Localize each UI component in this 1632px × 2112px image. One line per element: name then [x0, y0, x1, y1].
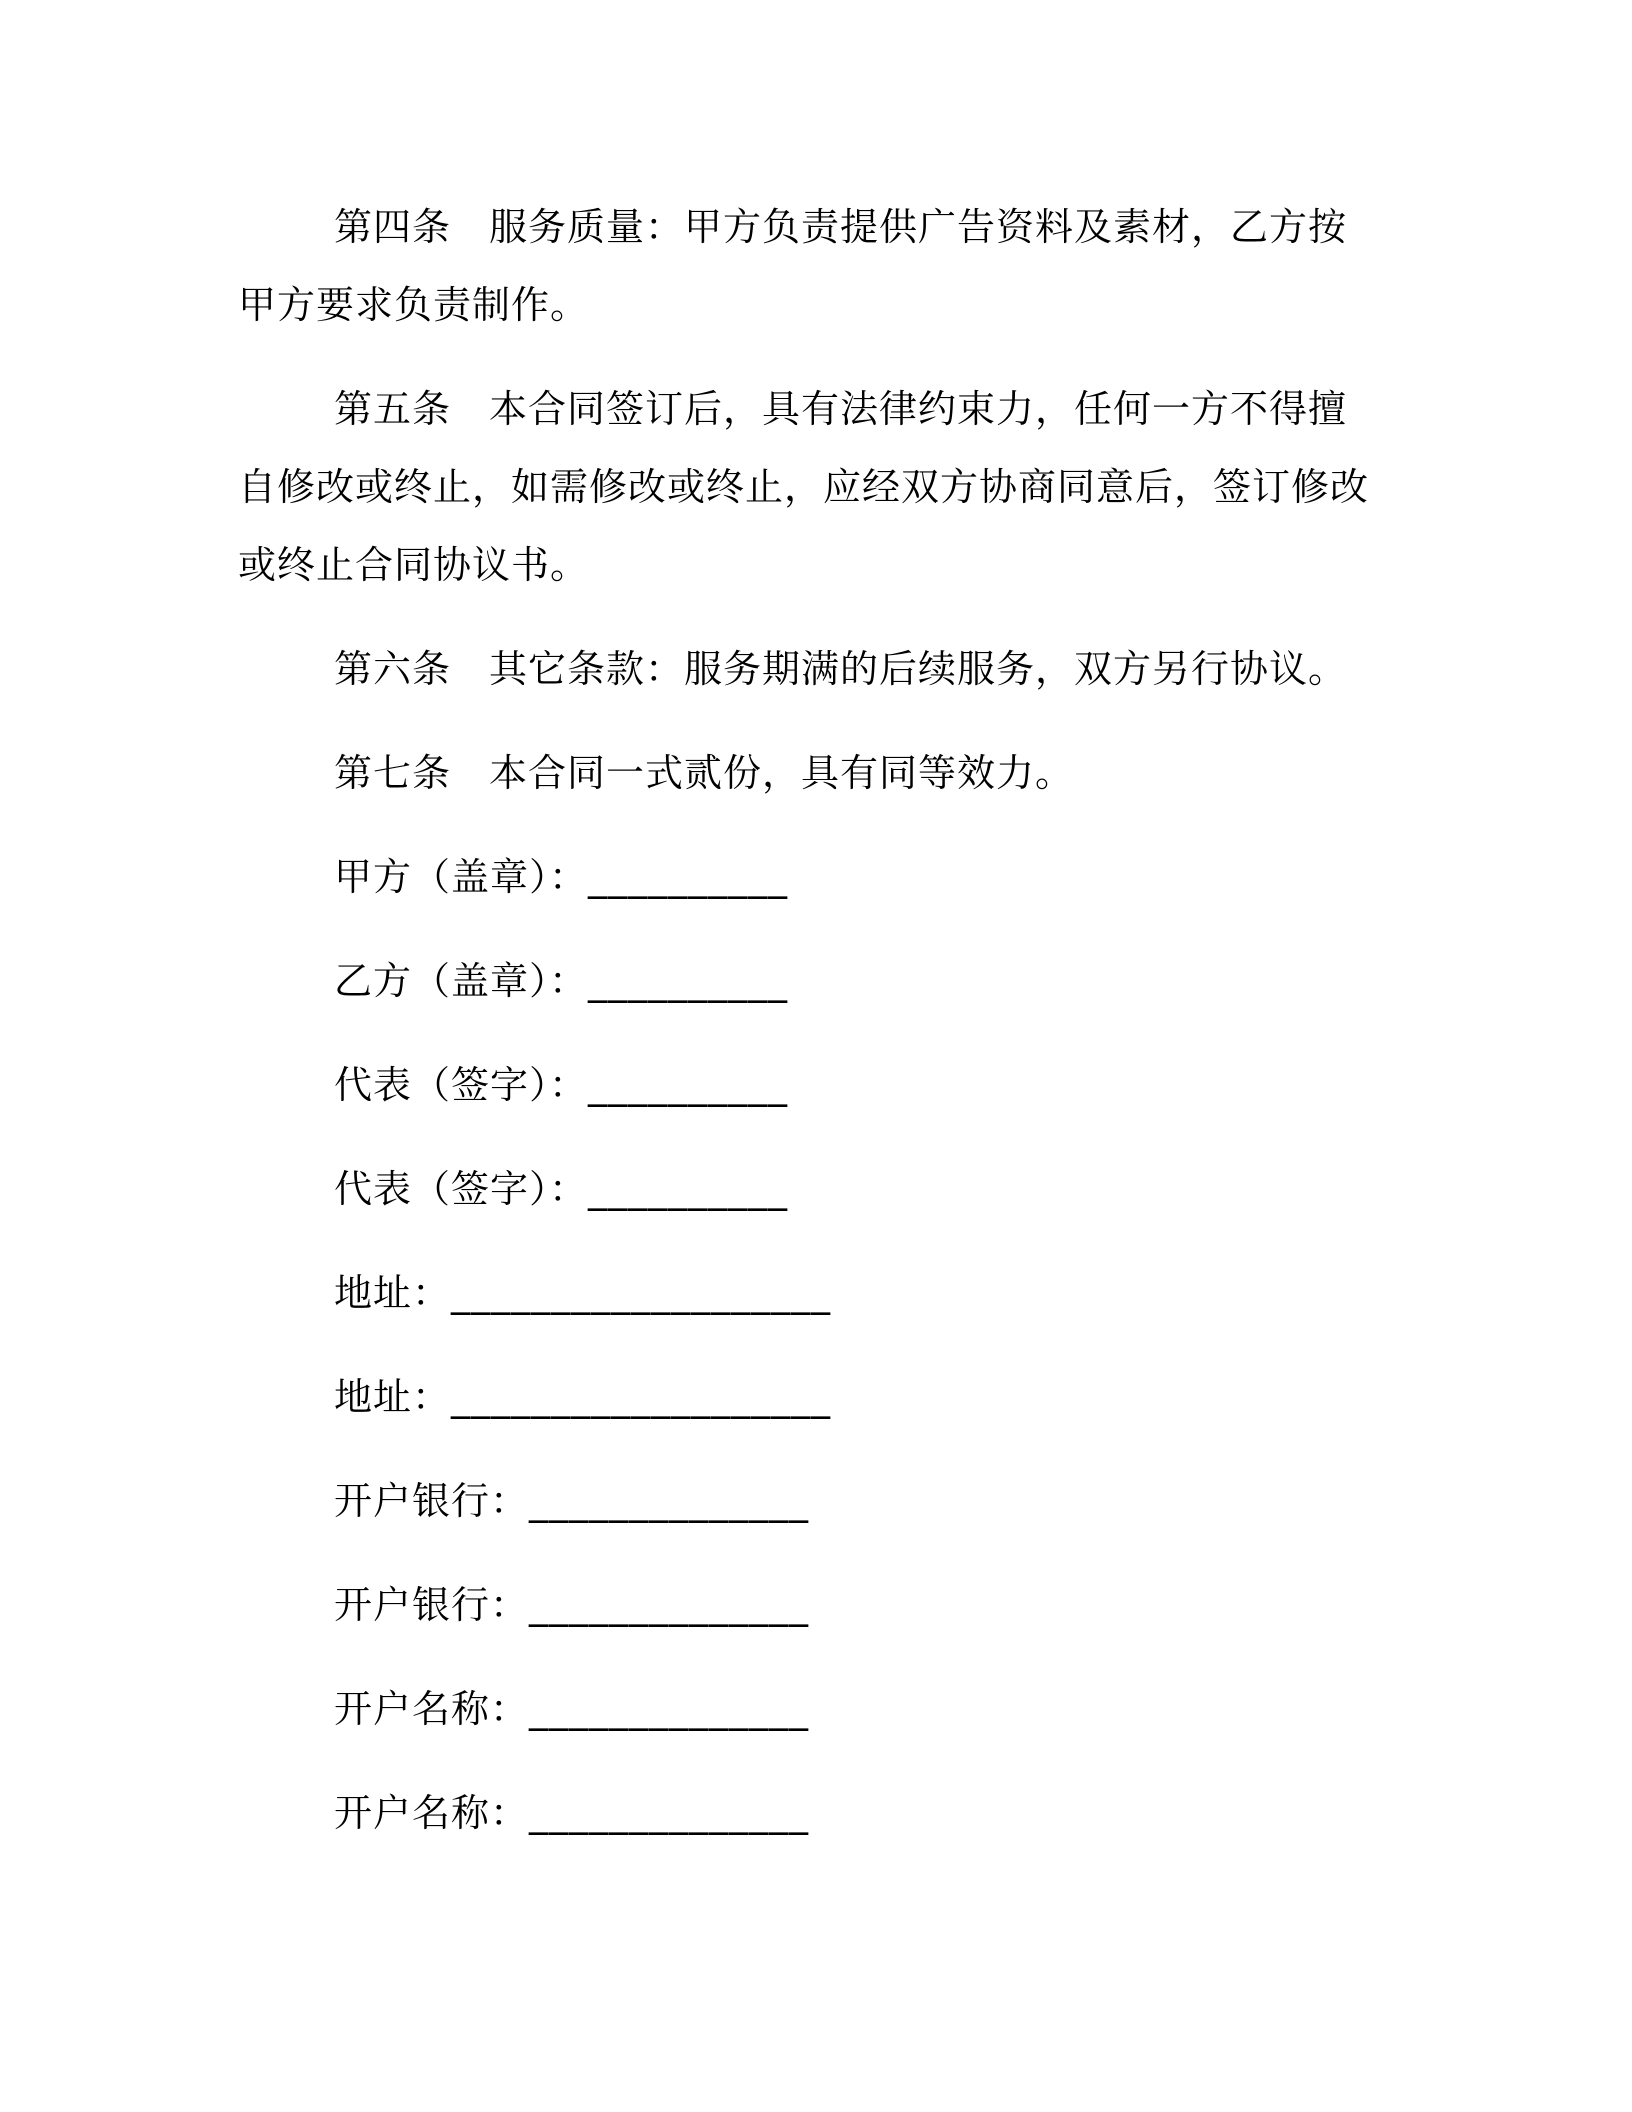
article-label: 第七条 [334, 751, 452, 795]
article-text: 服务质量：甲方负责提供广告资料及素材，乙方按甲方要求负责制作。 [238, 205, 1348, 327]
field-label: 开户名称： [334, 1687, 530, 1731]
article-4 [238, 188, 1378, 344]
article-label: 第四条 [334, 205, 452, 249]
article-text: 本合同一式贰份，具有同等效力。 [489, 751, 1075, 795]
party-b-seal-field [334, 942, 1378, 1020]
field-label: 代表（签字）： [334, 1063, 589, 1107]
field-label: 地址： [334, 1375, 452, 1419]
article-6 [238, 630, 1378, 708]
contract-body [238, 188, 1378, 1878]
field-label: 开户银行： [334, 1583, 530, 1627]
field-label: 甲方（盖章）： [334, 855, 589, 899]
field-label: 地址： [334, 1271, 452, 1315]
field-blank[interactable]: ______________ [529, 1791, 810, 1835]
address-field-a [334, 1254, 1378, 1332]
article-text: 本合同签订后，具有法律约束力，任何一方不得擅自修改或终止，如需修改或终止，应经双方协商同意后，签订修改或终止合同协议书。 [238, 387, 1370, 587]
representative-signature-field-a [334, 1046, 1378, 1124]
field-blank[interactable]: ___________________ [451, 1375, 832, 1419]
field-blank[interactable]: ______________ [529, 1687, 810, 1731]
article-7 [238, 734, 1378, 812]
field-label: 开户名称： [334, 1791, 530, 1835]
field-label: 代表（签字）： [334, 1167, 589, 1211]
article-label: 第六条 [334, 647, 452, 691]
field-blank[interactable]: __________ [588, 959, 789, 1003]
address-field-b [334, 1358, 1378, 1436]
field-blank[interactable]: ______________ [529, 1583, 810, 1627]
field-label: 开户银行： [334, 1479, 530, 1523]
article-label: 第五条 [334, 387, 452, 431]
bank-field-a [334, 1462, 1378, 1540]
field-label: 乙方（盖章）： [334, 959, 589, 1003]
field-blank[interactable]: __________ [588, 855, 789, 899]
field-blank[interactable]: __________ [588, 1167, 789, 1211]
account-name-field-a [334, 1670, 1378, 1748]
representative-signature-field-b [334, 1150, 1378, 1228]
field-blank[interactable]: __________ [588, 1063, 789, 1107]
field-blank[interactable]: ______________ [529, 1479, 810, 1523]
article-text: 其它条款：服务期满的后续服务，双方另行协议。 [489, 647, 1348, 691]
party-a-seal-field [334, 838, 1378, 916]
article-5 [238, 370, 1378, 604]
account-name-field-b [334, 1774, 1378, 1852]
bank-field-b [334, 1566, 1378, 1644]
field-blank[interactable]: ___________________ [451, 1271, 832, 1315]
